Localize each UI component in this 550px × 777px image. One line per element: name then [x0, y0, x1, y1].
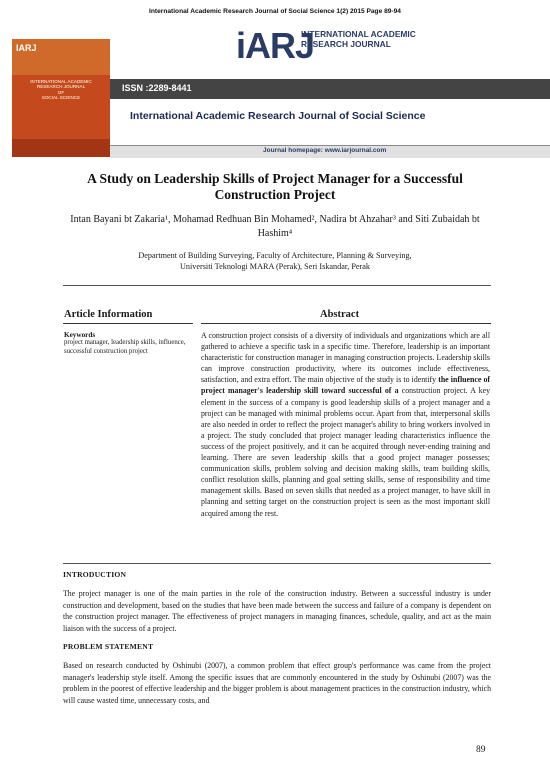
abstract-part-1: A construction project consists of a diversity of individuals and organizations which are all gathered to achieve a specific task in a specific time. Therefore, leadership is an important characteristic for construction manager in managing construction projects. Leadership skills can improve construction productivity, where its outcomes include effectiveness, satisfaction, and extra effort. The main objective of the study is to identify [201, 331, 490, 385]
abstract-underline [201, 323, 491, 324]
divider [63, 285, 491, 286]
paper-title: A Study on Leadership Skills of Project Manager for a Successful Construction Project [87, 171, 463, 202]
abstract-text [201, 330, 490, 519]
abstract-heading: Abstract [320, 309, 360, 320]
article-info-heading: Article Information [64, 309, 153, 320]
keywords-label: Keywords [64, 331, 96, 339]
paper-affiliation [70, 250, 480, 272]
abstract-bold: the influence of project manager's leadership skill toward successful of a [201, 375, 490, 396]
introduction-heading: INTRODUCTION [63, 570, 127, 579]
problem-statement-heading: PROBLEM STATEMENT [63, 642, 154, 651]
logo-text: INTERNATIONAL ACADEMIC RESEARCH JOURNAL [301, 29, 416, 49]
keywords-block [64, 331, 194, 356]
cover-line: INTERNATIONAL ACADEMIC [30, 79, 92, 84]
page-number: 89 [476, 745, 486, 755]
cover-short-title: IARJ [12, 39, 110, 75]
cover-line: OF [57, 89, 65, 95]
affiliation-line: Department of Building Surveying, Faculty of Architecture, Planning & Surveying, [138, 251, 412, 260]
paper-authors: Intan Bayani bt Zakaria¹, Mohamad Redhuan Bin Mohamed², Nadira bt Ahzahar³ and Siti Zubaidah bt Hashim⁴ [70, 214, 480, 239]
cover-line: RESEARCH JOURNAL [36, 84, 86, 90]
iarj-logo [236, 25, 436, 67]
problem-statement-text: Based on research conducted by Oshinubi (2007), a common problem that effect group's performance was came from the project manager's leadership style itself. Among the specific issues that are commonly encountered in the study by Oshinubi (2007) was the problem in the poorest of effective leadership and the bigger problem is about management practices in the construction industry, which will cause wasted time, unnecessary costs, and [63, 661, 491, 705]
journal-title: International Academic Research Journal of Social Science [130, 110, 426, 122]
cover-footer-band [12, 139, 110, 157]
journal-cover-image [12, 39, 110, 157]
affiliation-line: Universiti Teknologi MARA (Perak), Seri Iskandar, Perak [180, 262, 370, 271]
issn-band [110, 79, 550, 99]
homepage-link[interactable]: Journal homepage: www.iarjournal.com [263, 147, 387, 154]
divider [63, 563, 491, 564]
cover-text [12, 75, 110, 105]
homepage-band [110, 145, 550, 158]
cover-line: SOCIAL SCIENCE [41, 95, 81, 101]
logo-mark: iARJ [236, 25, 315, 66]
article-info-underline [63, 323, 193, 324]
abstract-part-2: construction project. A key element in the success of a company is good leadership skills of a project manager and a project can be managed with minimal problems occur. Apart from that, interpersonal skills are also needed in order to reflect the project manager's ability to bring workers involved in a project. The study concluded that project manager leading characteristics influence the success of the project positively, and it can be acquired through never-ending training and learning. There are seven leadership skills that a good project manager possesses; communication skills, problem solving and decision making skills, team building skills, conflict resolution skills, planning and goal setting skills, sense of responsibility and time management skills. Based on seven skills that needed as a project manager, to have skill in planning and setting target on the construction project is seen as the most important skill acquired among the rest. [201, 386, 491, 518]
issn-label: ISSN :2289-8441 [122, 83, 192, 93]
running-head: International Academic Research Journal of Social Science 1(2) 2015 Page 89-94 [149, 8, 401, 15]
keywords-text: project manager, leadership skills, influence, successful construction project [64, 339, 186, 355]
introduction-text: The project manager is one of the main parties in the role of the construction industry. Between a successful industry is under construction and development, based on the studies that have been made between the success and failure of a company is dependent on the construction project manager. The effectiveness of project managers in managing finances, schedule, quality, and act as the main liaison with the success of a project. [63, 589, 491, 633]
